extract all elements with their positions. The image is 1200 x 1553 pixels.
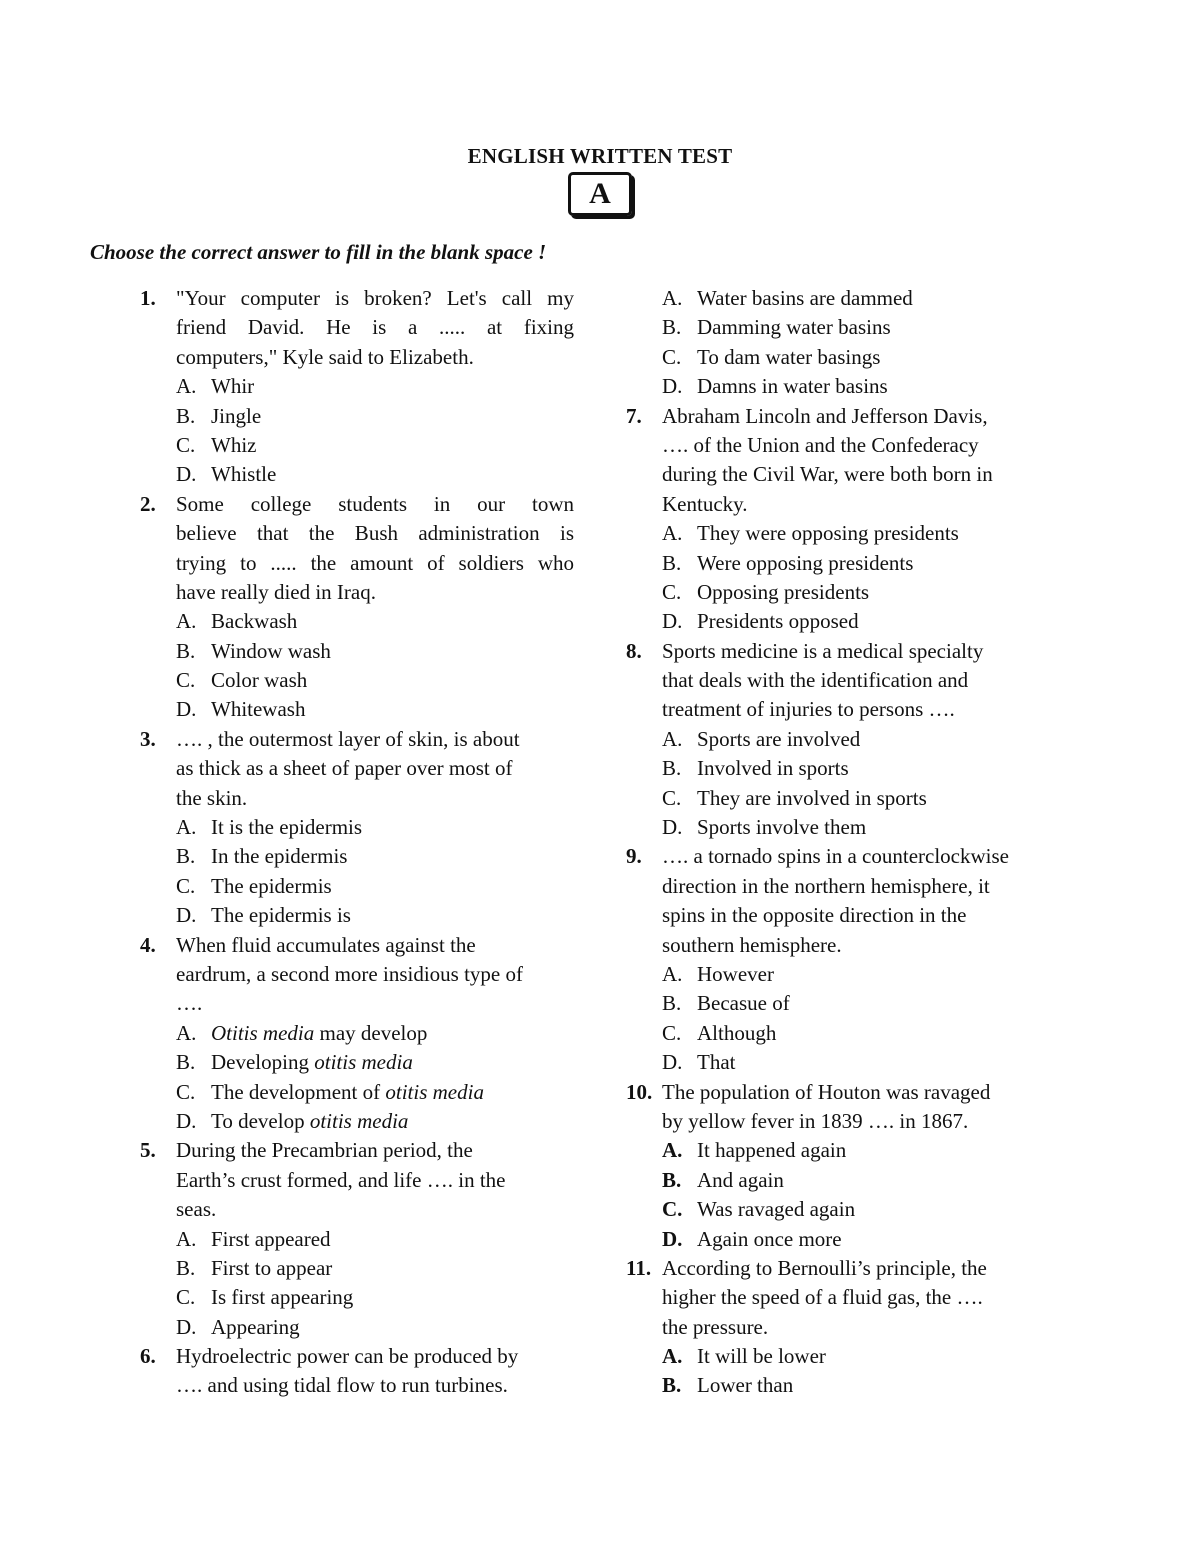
option-a[interactable] [662, 1136, 1066, 1165]
question-text-line: …. and using tidal flow to run turbines. [176, 1373, 508, 1398]
question-text-line: Hydroelectric power can be produced by [176, 1344, 519, 1369]
option-b[interactable] [176, 1254, 574, 1283]
option-letter: A. [176, 609, 197, 634]
option-d[interactable] [176, 1313, 574, 1342]
option-text-italic: Otitis media [211, 1020, 315, 1045]
option-a[interactable] [176, 372, 574, 401]
option-letter: D. [662, 1050, 683, 1075]
question-text-line: believe that the Bush administration is [176, 521, 574, 546]
option-text: Lower than [697, 1373, 794, 1398]
question-11 [626, 1254, 1066, 1401]
question-2 [140, 490, 574, 725]
option-text: Appearing [211, 1314, 300, 1339]
option-text: That [697, 1050, 736, 1075]
option-text: To dam water basings [697, 344, 881, 369]
option-letter: C. [176, 1285, 196, 1310]
option-text: Damming water basins [697, 315, 891, 340]
option-d[interactable] [662, 607, 1066, 636]
option-text: It happened again [697, 1138, 847, 1163]
option-d[interactable] [662, 1048, 1066, 1077]
option-b[interactable] [176, 842, 574, 871]
option-text: Sports are involved [697, 726, 861, 751]
option-text: Opposing presidents [697, 579, 870, 604]
option-letter: A. [662, 726, 683, 751]
question-number: 1. [140, 286, 156, 310]
question-text-line: "Your computer is broken? Let's call my [176, 286, 574, 310]
option-text: Becasue of [697, 991, 790, 1016]
option-letter: A. [662, 521, 683, 546]
option-d[interactable] [176, 695, 574, 724]
option-text: Whitewash [211, 697, 306, 722]
question-number: 4. [140, 932, 156, 957]
option-text: Was ravaged again [697, 1197, 856, 1222]
page-title: ENGLISH WRITTEN TEST [467, 144, 733, 168]
option-text: Involved in sports [697, 756, 849, 781]
question-text-line: have really died in Iraq. [176, 579, 376, 604]
question-number: 10. [626, 1079, 653, 1104]
option-a[interactable] [176, 1225, 574, 1254]
option-letter: D. [662, 1226, 683, 1251]
option-c[interactable] [176, 666, 574, 695]
option-text: Although [697, 1020, 777, 1045]
option-letter: C. [662, 344, 682, 369]
instruction-text: Choose the correct answer to fill in the blank space ! [90, 240, 547, 264]
option-a[interactable] [176, 813, 574, 842]
option-text: First to appear [211, 1255, 333, 1280]
option-letter: D. [176, 697, 197, 722]
option-letter: B. [176, 1255, 196, 1280]
question-text-line: During the Precambrian period, the [176, 1138, 473, 1163]
option-letter: C. [662, 1020, 682, 1045]
option-d[interactable] [662, 372, 1066, 401]
option-d[interactable] [176, 460, 574, 489]
question-6-options [626, 284, 1066, 402]
option-letter: B. [176, 1050, 196, 1075]
option-text-pre: Developing [211, 1050, 315, 1075]
question-text-line: …. , the outermost layer of skin, is about [176, 726, 520, 751]
option-c[interactable] [662, 343, 1066, 372]
option-c[interactable] [662, 1019, 1066, 1048]
option-letter: D. [662, 609, 683, 634]
option-c[interactable] [662, 784, 1066, 813]
option-letter: D. [176, 1314, 197, 1339]
question-9 [626, 842, 1066, 1077]
question-10 [626, 1078, 1066, 1254]
option-text: The epidermis is [211, 903, 351, 928]
question-number: 9. [626, 844, 642, 869]
option-c[interactable] [662, 578, 1066, 607]
option-a[interactable] [662, 960, 1066, 989]
option-a[interactable] [662, 519, 1066, 548]
option-text-italic: otitis media [314, 1050, 413, 1075]
question-text-line: Kentucky. [662, 491, 748, 516]
question-text-line: during the Civil War, were both born in [662, 462, 993, 487]
option-letter: B. [176, 403, 196, 428]
option-letter: D. [176, 462, 197, 487]
option-text: However [697, 961, 774, 986]
option-b[interactable] [662, 313, 1066, 342]
option-letter: B. [662, 1373, 682, 1398]
option-b[interactable] [176, 402, 574, 431]
option-text: Presidents opposed [697, 609, 859, 634]
question-text-line: higher the speed of a fluid gas, the …. [662, 1285, 983, 1310]
option-b[interactable] [662, 1371, 1066, 1400]
option-a[interactable] [662, 284, 1066, 313]
question-text-line: that deals with the identification and [662, 668, 969, 693]
option-letter: C. [176, 1079, 196, 1104]
question-1 [140, 284, 574, 490]
question-text-line: southern hemisphere. [662, 932, 842, 957]
option-c[interactable] [176, 1283, 574, 1312]
option-a[interactable] [662, 725, 1066, 754]
question-text-line: by yellow fever in 1839 …. in 1867. [662, 1108, 969, 1133]
question-text-line: Abraham Lincoln and Jefferson Davis, [662, 403, 988, 428]
option-letter: B. [662, 756, 682, 781]
option-text-italic: otitis media [385, 1079, 484, 1104]
option-text-pre: To develop [211, 1108, 310, 1133]
option-text: It will be lower [697, 1344, 826, 1369]
question-text-line: The population of Houton was ravaged [662, 1079, 991, 1104]
option-text: And again [697, 1167, 784, 1192]
option-letter: C. [662, 1197, 683, 1222]
option-text: In the epidermis [211, 844, 348, 869]
option-c[interactable] [176, 1078, 574, 1107]
question-7 [626, 402, 1066, 637]
option-letter: D. [662, 815, 683, 840]
option-letter: A. [662, 286, 683, 310]
question-text-line: eardrum, a second more insidious type of [176, 961, 523, 986]
question-text-line: seas. [176, 1197, 217, 1222]
question-number: 3. [140, 726, 156, 751]
option-letter: C. [176, 873, 196, 898]
option-d[interactable] [662, 813, 1066, 842]
question-number: 11. [626, 1255, 652, 1280]
question-text-line: When fluid accumulates against the [176, 932, 476, 957]
option-text-italic: otitis media [309, 1108, 409, 1133]
option-c[interactable] [662, 1195, 1066, 1224]
question-3 [140, 725, 574, 931]
question-text-line: Sports medicine is a medical specialty [662, 638, 984, 663]
question-text-line: trying to ..... the amount of soldiers who [176, 550, 574, 575]
question-text-line: …. a tornado spins in a counterclockwise [662, 844, 1009, 869]
question-number: 8. [626, 638, 642, 663]
question-number: 6. [140, 1344, 156, 1369]
option-text: Jingle [211, 403, 262, 428]
option-text: Is first appearing [211, 1285, 354, 1310]
option-text: It is the epidermis [211, 815, 363, 840]
right-column [626, 284, 1066, 1401]
option-letter: A. [176, 1020, 197, 1045]
question-text-line: computers," Kyle said to Elizabeth. [176, 344, 474, 369]
option-text: Color wash [211, 668, 308, 693]
option-letter: C. [662, 785, 682, 810]
question-number: 7. [626, 403, 642, 428]
question-number: 2. [140, 491, 156, 516]
option-letter: A. [662, 1344, 683, 1369]
option-b[interactable] [662, 754, 1066, 783]
option-letter: B. [176, 844, 196, 869]
option-letter: D. [176, 1108, 197, 1133]
option-text: Backwash [211, 609, 298, 634]
option-letter: B. [662, 1167, 682, 1192]
option-letter: A. [176, 374, 197, 399]
option-letter: C. [662, 579, 682, 604]
question-text-line: the pressure. [662, 1314, 769, 1339]
question-text-line: treatment of injuries to persons …. [662, 697, 955, 722]
left-column [140, 284, 574, 1401]
option-letter: A. [176, 1226, 197, 1251]
option-d[interactable] [176, 1107, 574, 1136]
question-number: 5. [140, 1138, 156, 1163]
option-b[interactable] [662, 1166, 1066, 1195]
option-letter: D. [662, 374, 683, 399]
option-letter: A. [662, 961, 683, 986]
option-letter: B. [176, 638, 196, 663]
option-text: They were opposing presidents [697, 521, 959, 546]
question-text-line: Earth’s crust formed, and life …. in the [176, 1167, 506, 1192]
option-text: Window wash [211, 638, 331, 663]
option-text: Whir [211, 374, 255, 399]
option-c[interactable] [176, 872, 574, 901]
option-text: They are involved in sports [697, 785, 927, 810]
option-letter: C. [176, 432, 196, 457]
option-letter: A. [662, 1138, 683, 1163]
option-letter: B. [662, 991, 682, 1016]
option-letter: B. [662, 550, 682, 575]
option-letter: B. [662, 315, 682, 340]
option-a[interactable] [176, 1019, 574, 1048]
question-text-line: Some college students in our town [176, 491, 574, 516]
question-text-line: friend David. He is a ..... at fixing [176, 315, 574, 340]
question-text-line: spins in the opposite direction in the [662, 903, 967, 928]
option-b[interactable] [662, 549, 1066, 578]
question-text-line: direction in the northern hemisphere, it [662, 873, 990, 898]
option-text: Whiz [211, 432, 257, 457]
option-text: Water basins are dammed [697, 286, 913, 310]
option-b[interactable] [176, 1048, 574, 1077]
option-text-pre: The development of [211, 1079, 386, 1104]
option-text: Whistle [211, 462, 277, 487]
option-a[interactable] [176, 607, 574, 636]
option-letter: C. [176, 668, 196, 693]
question-5 [140, 1136, 574, 1342]
question-text-line: the skin. [176, 785, 248, 810]
option-text: Again once more [697, 1226, 842, 1251]
option-c[interactable] [176, 431, 574, 460]
question-text-line: According to Bernoulli’s principle, the [662, 1255, 987, 1280]
option-b[interactable] [176, 637, 574, 666]
question-8 [626, 637, 1066, 843]
option-letter: D. [176, 903, 197, 928]
option-text: Sports involve them [697, 815, 867, 840]
test-version-badge: A [568, 172, 632, 216]
option-text: Damns in water basins [697, 374, 888, 399]
option-text-post: may develop [314, 1020, 428, 1045]
question-text-line: …. [176, 991, 203, 1016]
option-text: The epidermis [211, 873, 332, 898]
question-text-line: …. of the Union and the Confederacy [662, 432, 979, 457]
option-a[interactable] [662, 1342, 1066, 1371]
option-d[interactable] [662, 1225, 1066, 1254]
option-b[interactable] [662, 989, 1066, 1018]
option-text: First appeared [211, 1226, 331, 1251]
question-text-line: as thick as a sheet of paper over most of [176, 756, 513, 781]
question-4 [140, 931, 574, 1137]
option-d[interactable] [176, 901, 574, 930]
option-text: Were opposing presidents [697, 550, 914, 575]
question-6 [140, 1342, 574, 1401]
option-letter: A. [176, 815, 197, 840]
